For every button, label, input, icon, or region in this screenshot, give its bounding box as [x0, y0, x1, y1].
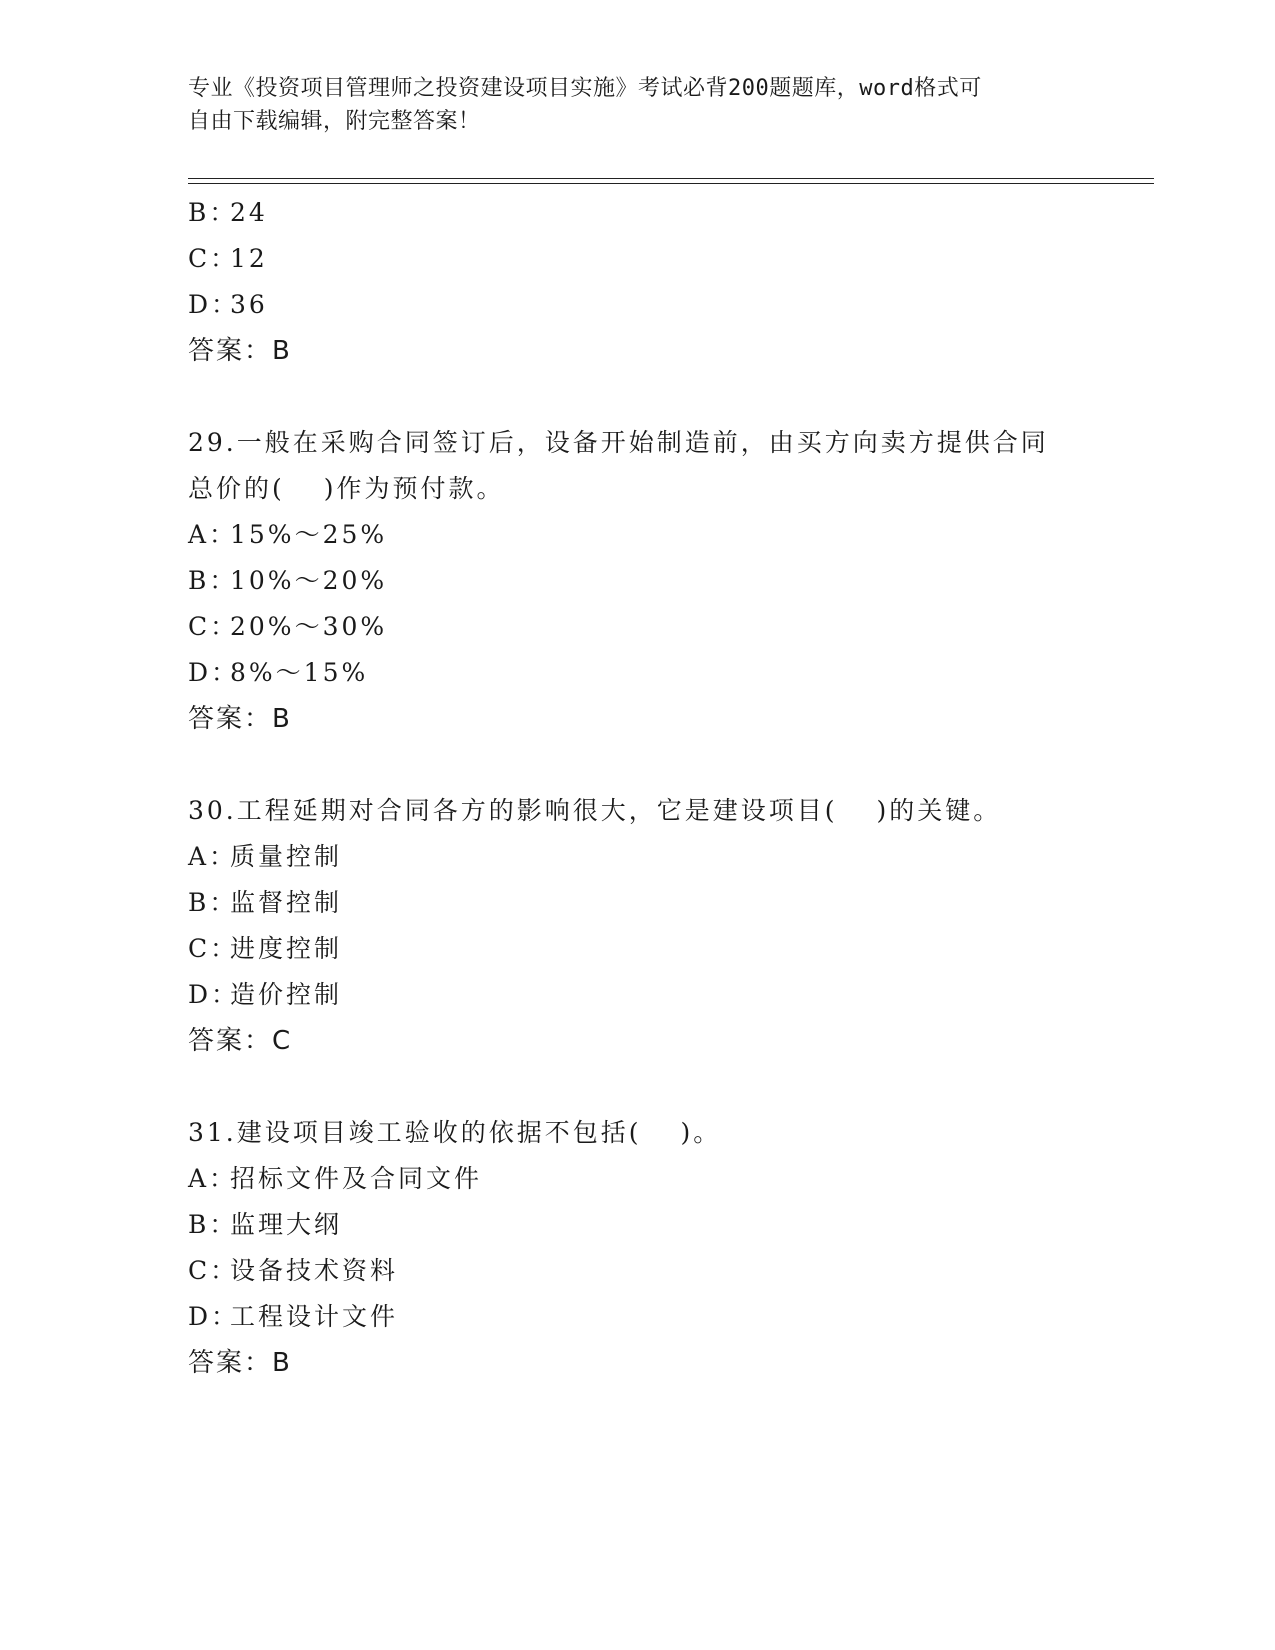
option-key: D：: [188, 980, 240, 1009]
option-key: A：: [188, 842, 238, 871]
option-key: D：: [188, 1302, 240, 1331]
option-key: B：: [188, 1210, 238, 1239]
option-key: D：: [188, 290, 240, 319]
option-a: [188, 1156, 1088, 1202]
option-text: 监督控制: [230, 888, 343, 917]
question-29: [188, 420, 1088, 742]
option-b: [188, 190, 1088, 236]
question-stem: 29.一般在采购合同签订后，设备开始制造前，由买方向卖方提供合同: [188, 428, 1049, 457]
option-text: 监理大纲: [230, 1210, 343, 1239]
question-31: [188, 1110, 1088, 1386]
spacer: [188, 1064, 1088, 1110]
option-text: 设备技术资料: [230, 1256, 399, 1285]
option-text: 36: [230, 290, 268, 319]
option-d: [188, 650, 1088, 696]
option-text: 招标文件及合同文件: [230, 1164, 483, 1193]
option-key: D：: [188, 658, 240, 687]
option-text: 20%～30%: [230, 612, 388, 641]
option-key: B：: [188, 566, 238, 595]
question-list: [188, 190, 1088, 1386]
option-text: 进度控制: [230, 934, 343, 963]
answer-line: 答案：B: [188, 336, 292, 366]
option-text: 24: [230, 198, 268, 227]
option-c: [188, 1248, 1088, 1294]
question-30: [188, 788, 1088, 1064]
option-text: 15%～25%: [230, 520, 388, 549]
header-line-2: 自由下载编辑，附完整答案！: [188, 109, 481, 134]
option-text: 工程设计文件: [230, 1302, 399, 1331]
answer-line: 答案：B: [188, 1348, 292, 1378]
option-b: [188, 880, 1088, 926]
header-rule-top: [188, 178, 1154, 179]
option-a: [188, 512, 1088, 558]
option-key: B：: [188, 888, 238, 917]
option-text: 12: [230, 244, 268, 273]
answer-line: 答案：B: [188, 704, 292, 734]
spacer: [188, 742, 1088, 788]
option-text: 8%～15%: [230, 658, 369, 687]
option-key: A：: [188, 1164, 238, 1193]
option-c: [188, 236, 1088, 282]
option-text: 10%～20%: [230, 566, 388, 595]
document-header: [188, 72, 1088, 138]
option-a: [188, 834, 1088, 880]
option-d: [188, 1294, 1088, 1340]
option-key: A：: [188, 520, 238, 549]
option-text: 质量控制: [230, 842, 343, 871]
option-b: [188, 1202, 1088, 1248]
option-key: C：: [188, 934, 239, 963]
option-b: [188, 558, 1088, 604]
option-key: B：: [188, 198, 238, 227]
option-key: C：: [188, 612, 239, 641]
answer-line: 答案：C: [188, 1026, 293, 1056]
option-c: [188, 926, 1088, 972]
option-d: [188, 972, 1088, 1018]
option-key: C：: [188, 244, 239, 273]
question-stem: 31.建设项目竣工验收的依据不包括( )。: [188, 1118, 722, 1147]
option-c: [188, 604, 1088, 650]
option-d: [188, 282, 1088, 328]
header-line-1: 专业《投资项目管理师之投资建设项目实施》考试必背200题题库，word格式可: [188, 76, 982, 101]
spacer: [188, 374, 1088, 420]
option-text: 造价控制: [230, 980, 343, 1009]
header-rule-bottom: [188, 183, 1154, 184]
prev-question-tail: [188, 190, 1088, 374]
option-key: C：: [188, 1256, 239, 1285]
question-stem: 30.工程延期对合同各方的影响很大，它是建设项目( )的关键。: [188, 796, 1002, 825]
question-stem-continued: 总价的( )作为预付款。: [188, 474, 505, 503]
